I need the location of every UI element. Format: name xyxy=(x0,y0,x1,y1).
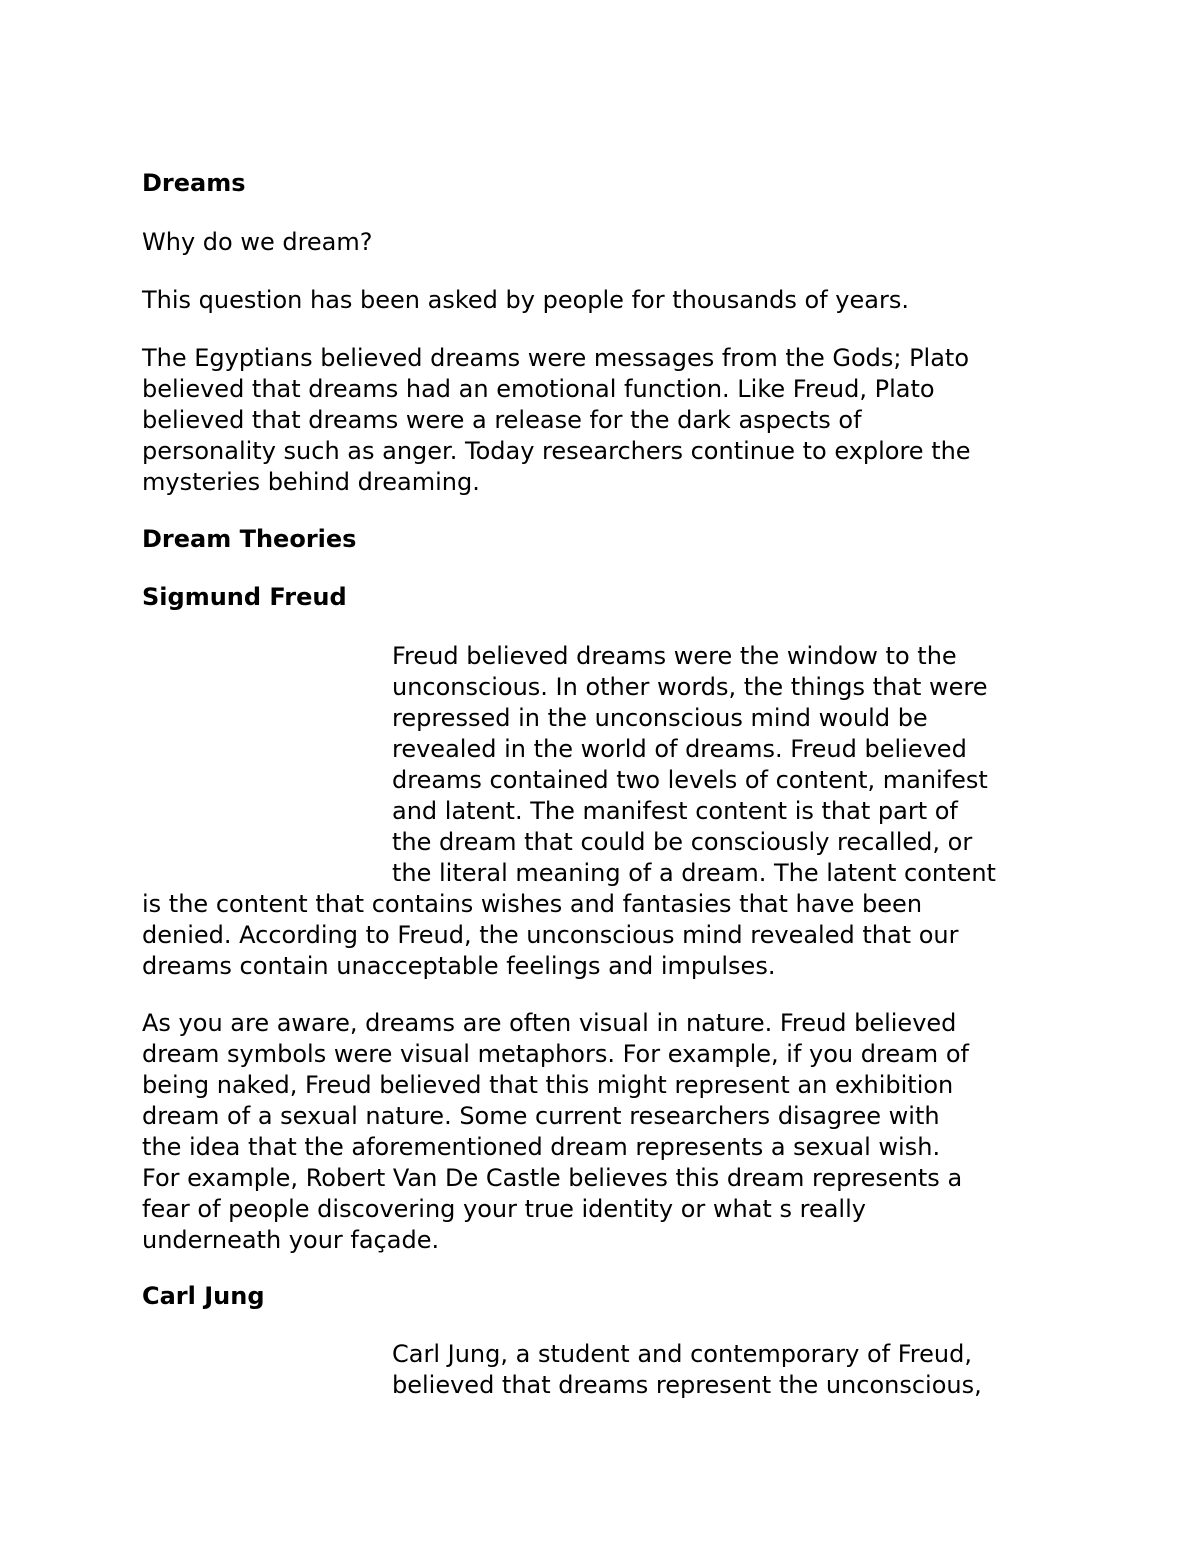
heading-dream-theories: Dream Theories xyxy=(142,525,357,553)
heading-carl-jung: Carl Jung xyxy=(142,1282,265,1310)
paragraph-line: the idea that the aforementioned dream represents a sexual wish. xyxy=(142,1133,941,1161)
paragraph-line: dreams contained two levels of content, manifest xyxy=(392,766,988,794)
freud-paragraph-continued xyxy=(142,889,958,982)
paragraph-egyptians xyxy=(142,343,971,498)
paragraph-line: As you are aware, dreams are often visual in nature. Freud believed xyxy=(142,1009,957,1037)
paragraph-line: dream symbols were visual metaphors. For example, if you dream of xyxy=(142,1040,969,1068)
paragraph-visual-metaphors xyxy=(142,1008,969,1256)
paragraph-line: the dream that could be consciously recalled, or xyxy=(392,828,973,856)
paragraph-line: fear of people discovering your true identity or what s really xyxy=(142,1195,866,1223)
intro-text: This question has been asked by people for thousands of years. xyxy=(142,286,909,314)
freud-indented-paragraph xyxy=(392,641,996,889)
paragraph-line: believed that dreams had an emotional function. Like Freud, Plato xyxy=(142,375,935,403)
question-text: Why do we dream? xyxy=(142,228,373,256)
paragraph-line: The Egyptians believed dreams were messages from the Gods; Plato xyxy=(142,344,970,372)
paragraph-line: revealed in the world of dreams. Freud believed xyxy=(392,735,967,763)
paragraph-line: mysteries behind dreaming. xyxy=(142,468,480,496)
paragraph-line: dream of a sexual nature. Some current researchers disagree with xyxy=(142,1102,940,1130)
paragraph-line: believed that dreams were a release for the dark aspects of xyxy=(142,406,862,434)
paragraph-line: Carl Jung, a student and contemporary of Freud, xyxy=(392,1340,972,1368)
paragraph-line: is the content that contains wishes and fantasies that have been xyxy=(142,890,923,918)
paragraph-line: and latent. The manifest content is that part of xyxy=(392,797,958,825)
paragraph-line: repressed in the unconscious mind would be xyxy=(392,704,928,732)
paragraph-line: unconscious. In other words, the things that were xyxy=(392,673,988,701)
paragraph-line: personality such as anger. Today researchers continue to explore the xyxy=(142,437,971,465)
paragraph-line: being naked, Freud believed that this might represent an exhibition xyxy=(142,1071,954,1099)
paragraph-line: Freud believed dreams were the window to the xyxy=(392,642,957,670)
paragraph-line: dreams contain unacceptable feelings and impulses. xyxy=(142,952,776,980)
heading-sigmund-freud: Sigmund Freud xyxy=(142,583,347,611)
paragraph-line: denied. According to Freud, the unconscious mind revealed that our xyxy=(142,921,959,949)
paragraph-line: the literal meaning of a dream. The latent content xyxy=(392,859,996,887)
paragraph-line: underneath your façade. xyxy=(142,1226,440,1254)
document-title: Dreams xyxy=(142,169,246,197)
jung-indented-paragraph xyxy=(392,1339,982,1401)
paragraph-line: For example, Robert Van De Castle believes this dream represents a xyxy=(142,1164,963,1192)
paragraph-line: believed that dreams represent the unconscious, xyxy=(392,1371,982,1399)
